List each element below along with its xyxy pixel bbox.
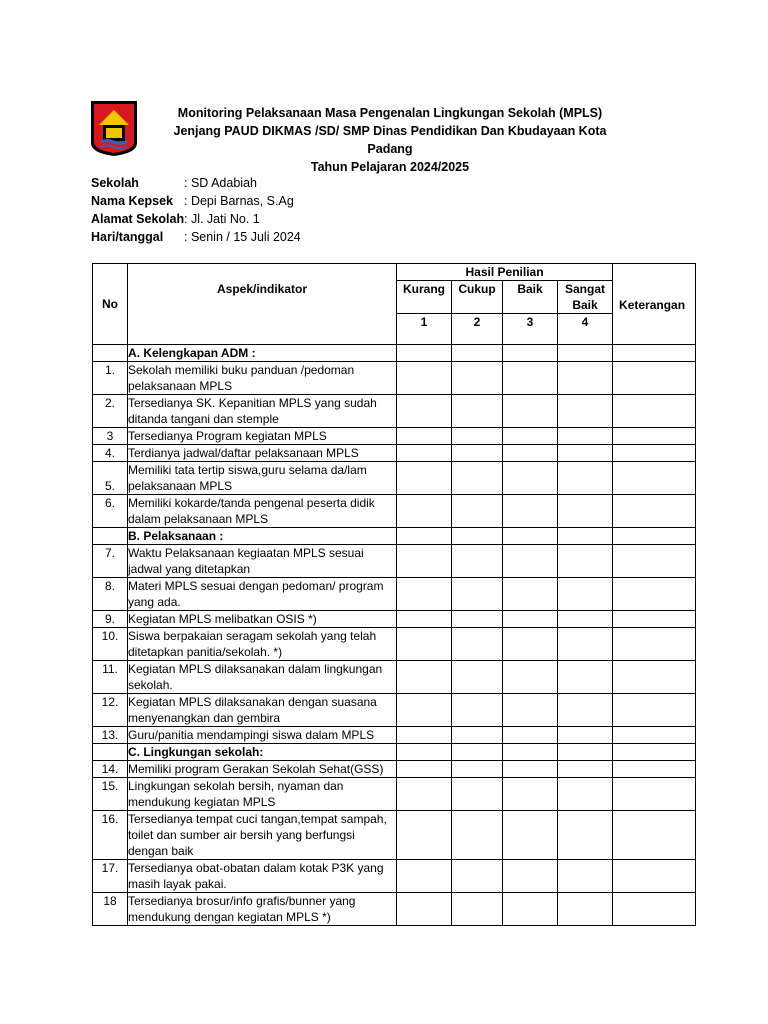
score-cell-3[interactable] <box>503 860 558 893</box>
row-number: 15. <box>93 778 128 811</box>
col-aspek-header: Aspek/indikator <box>128 264 397 345</box>
keterangan-cell[interactable] <box>613 528 696 545</box>
keterangan-cell[interactable] <box>613 811 696 860</box>
score-cell-4[interactable] <box>558 661 613 694</box>
table-row <box>93 528 696 545</box>
keterangan-cell[interactable] <box>613 727 696 744</box>
school-info <box>91 174 301 246</box>
score-3-label: 3 <box>503 314 558 345</box>
alamat-label: Alamat Sekolah <box>91 212 185 226</box>
indicator-text: Terdianya jadwal/daftar pelaksanaan MPLS <box>128 445 397 462</box>
info-row-alamat <box>91 210 301 228</box>
score-cell-1[interactable] <box>397 462 452 495</box>
keterangan-cell[interactable] <box>613 495 696 528</box>
score-cell-3[interactable] <box>503 578 558 611</box>
score-cell-2[interactable] <box>452 395 503 428</box>
keterangan-cell[interactable] <box>613 628 696 661</box>
row-number <box>93 744 128 761</box>
score-cell-4[interactable] <box>558 694 613 727</box>
indicator-text: Tersedianya SK. Kepanitian MPLS yang sudah ditanda tangani dan stemple <box>128 395 397 428</box>
score-cell-2[interactable] <box>452 445 503 462</box>
score-cell-4[interactable] <box>558 778 613 811</box>
score-cell-2[interactable] <box>452 811 503 860</box>
row-number: 17. <box>93 860 128 893</box>
score-cell-3[interactable] <box>503 428 558 445</box>
table-row <box>93 661 696 694</box>
table-row <box>93 445 696 462</box>
row-number: 10. <box>93 628 128 661</box>
col-sangat-baik-header: Sangat Baik <box>558 281 613 314</box>
indicator-text: Kegiatan MPLS dilaksanakan dengan suasana menyenangkan dan gembira <box>128 694 397 727</box>
col-keterangan-header: Keterangan <box>613 264 696 345</box>
score-cell-4[interactable] <box>558 578 613 611</box>
row-number: 11. <box>93 661 128 694</box>
score-cell-1[interactable] <box>397 428 452 445</box>
table-row <box>93 578 696 611</box>
keterangan-cell[interactable] <box>613 893 696 926</box>
indicator-text: Lingkungan sekolah bersih, nyaman dan mendukung kegiatan MPLS <box>128 778 397 811</box>
score-cell-2[interactable] <box>452 462 503 495</box>
table-row <box>93 628 696 661</box>
indicator-text: Tersedianya tempat cuci tangan,tempat sampah, toilet dan sumber air bersih yang berfungsi dengan baik <box>128 811 397 860</box>
row-number: 2. <box>93 395 128 428</box>
row-number: 18 <box>93 893 128 926</box>
score-cell-1[interactable] <box>397 611 452 628</box>
score-cell-3[interactable] <box>503 362 558 395</box>
document-header <box>150 104 630 176</box>
keterangan-cell[interactable] <box>613 545 696 578</box>
score-cell-1[interactable] <box>397 694 452 727</box>
score-cell-2[interactable] <box>452 761 503 778</box>
score-cell-4[interactable] <box>558 811 613 860</box>
keterangan-cell[interactable] <box>613 778 696 811</box>
table-row <box>93 611 696 628</box>
section-heading: A. Kelengkapan ADM : <box>128 345 397 362</box>
kepsek-value: : Depi Barnas, S.Ag <box>184 194 294 208</box>
section-heading: B. Pelaksanaan : <box>128 528 397 545</box>
score-cell-1[interactable] <box>397 628 452 661</box>
score-cell-3[interactable] <box>503 545 558 578</box>
indicator-text: Sekolah memiliki buku panduan /pedoman pelaksanaan MPLS <box>128 362 397 395</box>
score-4-label: 4 <box>558 314 613 345</box>
keterangan-cell[interactable] <box>613 578 696 611</box>
score-cell-1[interactable] <box>397 811 452 860</box>
keterangan-cell[interactable] <box>613 611 696 628</box>
kepsek-label: Nama Kepsek <box>91 194 173 208</box>
score-cell-4[interactable] <box>558 893 613 926</box>
score-cell-4[interactable] <box>558 495 613 528</box>
keterangan-cell[interactable] <box>613 462 696 495</box>
row-number: 7. <box>93 545 128 578</box>
table-row <box>93 860 696 893</box>
score-cell-3[interactable] <box>503 628 558 661</box>
score-cell-3[interactable] <box>503 661 558 694</box>
col-kurang-header: Kurang <box>397 281 452 314</box>
indicator-text: Tersedianya brosur/info grafis/bunner yang mendukung dengan kegiatan MPLS *) <box>128 893 397 926</box>
score-cell-1[interactable] <box>397 578 452 611</box>
table-row <box>93 811 696 860</box>
score-cell-3[interactable] <box>503 462 558 495</box>
score-cell-2[interactable] <box>452 611 503 628</box>
col-baik-header: Baik <box>503 281 558 314</box>
info-row-sekolah <box>91 174 301 192</box>
score-cell-1[interactable] <box>397 761 452 778</box>
score-cell-2[interactable] <box>452 860 503 893</box>
indicator-text: Waktu Pelaksanaan kegiaatan MPLS sesuai jadwal yang ditetapkan <box>128 545 397 578</box>
keterangan-cell[interactable] <box>613 744 696 761</box>
row-number <box>93 345 128 362</box>
score-cell-3[interactable] <box>503 727 558 744</box>
score-cell-4[interactable] <box>558 362 613 395</box>
score-cell-1[interactable] <box>397 860 452 893</box>
table-row <box>93 761 696 778</box>
col-hasil-header: Hasil Penilian <box>397 264 613 281</box>
indicator-text: Materi MPLS sesuai dengan pedoman/ program yang ada. <box>128 578 397 611</box>
table-row <box>93 362 696 395</box>
score-cell-2[interactable] <box>452 727 503 744</box>
score-cell-3[interactable] <box>503 528 558 545</box>
score-cell-1[interactable] <box>397 778 452 811</box>
score-cell-2[interactable] <box>452 628 503 661</box>
row-number: 9. <box>93 611 128 628</box>
score-cell-4[interactable] <box>558 528 613 545</box>
score-cell-3[interactable] <box>503 811 558 860</box>
score-cell-3[interactable] <box>503 694 558 727</box>
score-cell-2[interactable] <box>452 661 503 694</box>
keterangan-cell[interactable] <box>613 428 696 445</box>
score-cell-1[interactable] <box>397 395 452 428</box>
row-number: 14. <box>93 761 128 778</box>
alamat-value: : Jl. Jati No. 1 <box>184 212 260 226</box>
score-cell-3[interactable] <box>503 495 558 528</box>
score-cell-1[interactable] <box>397 345 452 362</box>
score-cell-4[interactable] <box>558 611 613 628</box>
row-number: 16. <box>93 811 128 860</box>
keterangan-cell[interactable] <box>613 395 696 428</box>
keterangan-cell[interactable] <box>613 860 696 893</box>
row-number: 13. <box>93 727 128 744</box>
col-cukup-header: Cukup <box>452 281 503 314</box>
score-cell-2[interactable] <box>452 744 503 761</box>
score-cell-3[interactable] <box>503 893 558 926</box>
sekolah-value: : SD Adabiah <box>184 176 257 190</box>
monitoring-table <box>92 263 696 926</box>
padang-city-emblem-icon <box>89 99 139 157</box>
score-cell-3[interactable] <box>503 395 558 428</box>
score-cell-2[interactable] <box>452 495 503 528</box>
row-number: 5. <box>93 462 128 495</box>
score-cell-1[interactable] <box>397 445 452 462</box>
keterangan-cell[interactable] <box>613 761 696 778</box>
score-cell-4[interactable] <box>558 761 613 778</box>
keterangan-cell[interactable] <box>613 661 696 694</box>
indicator-text: Tersedianya obat-obatan dalam kotak P3K yang masih layak pakai. <box>128 860 397 893</box>
indicator-text: Tersedianya Program kegiatan MPLS <box>128 428 397 445</box>
score-cell-2[interactable] <box>452 545 503 578</box>
score-cell-2[interactable] <box>452 428 503 445</box>
score-cell-2[interactable] <box>452 893 503 926</box>
score-cell-1[interactable] <box>397 362 452 395</box>
score-cell-3[interactable] <box>503 778 558 811</box>
indicator-text: Kegiatan MPLS dilaksanakan dalam lingkungan sekolah. <box>128 661 397 694</box>
score-cell-3[interactable] <box>503 761 558 778</box>
score-cell-4[interactable] <box>558 445 613 462</box>
score-cell-4[interactable] <box>558 727 613 744</box>
row-number: 4. <box>93 445 128 462</box>
sekolah-label: Sekolah <box>91 176 139 190</box>
table-header <box>93 264 696 345</box>
score-cell-3[interactable] <box>503 345 558 362</box>
score-cell-4[interactable] <box>558 545 613 578</box>
indicator-text: Guru/panitia mendampingi siswa dalam MPLS <box>128 727 397 744</box>
table-row <box>93 395 696 428</box>
header-subtitle: Jenjang PAUD DIKMAS /SD/ SMP Dinas Pendidikan Dan Kbudayaan Kota Padang <box>173 124 607 156</box>
score-cell-1[interactable] <box>397 495 452 528</box>
indicator-text: Siswa berpakaian seragam sekolah yang telah ditetapkan panitia/sekolah. *) <box>128 628 397 661</box>
table-row <box>93 727 696 744</box>
score-cell-4[interactable] <box>558 345 613 362</box>
row-number: 8. <box>93 578 128 611</box>
table-row <box>93 694 696 727</box>
score-cell-3[interactable] <box>503 744 558 761</box>
table-body <box>93 345 696 926</box>
score-cell-2[interactable] <box>452 362 503 395</box>
score-cell-3[interactable] <box>503 611 558 628</box>
score-cell-1[interactable] <box>397 744 452 761</box>
indicator-text: Kegiatan MPLS melibatkan OSIS *) <box>128 611 397 628</box>
score-cell-1[interactable] <box>397 661 452 694</box>
score-cell-4[interactable] <box>558 395 613 428</box>
row-number: 12. <box>93 694 128 727</box>
score-cell-2[interactable] <box>452 345 503 362</box>
keterangan-cell[interactable] <box>613 345 696 362</box>
table-row <box>93 778 696 811</box>
indicator-text: Memiliki kokarde/tanda pengenal peserta didik dalam pelaksanaan MPLS <box>128 495 397 528</box>
score-cell-4[interactable] <box>558 744 613 761</box>
score-cell-4[interactable] <box>558 628 613 661</box>
col-no-header: No <box>93 264 128 345</box>
score-cell-1[interactable] <box>397 893 452 926</box>
row-number: 6. <box>93 495 128 528</box>
header-year: Tahun Pelajaran 2024/2025 <box>310 160 470 174</box>
row-number: 1. <box>93 362 128 395</box>
hari-label: Hari/tanggal <box>91 230 164 244</box>
score-cell-1[interactable] <box>397 528 452 545</box>
keterangan-cell[interactable] <box>613 362 696 395</box>
section-heading: C. Lingkungan sekolah: <box>128 744 397 761</box>
table-row <box>93 893 696 926</box>
info-row-hari <box>91 228 301 246</box>
score-cell-4[interactable] <box>558 462 613 495</box>
score-2-label: 2 <box>452 314 503 345</box>
table-row <box>93 428 696 445</box>
score-cell-1[interactable] <box>397 727 452 744</box>
score-cell-2[interactable] <box>452 578 503 611</box>
score-cell-3[interactable] <box>503 445 558 462</box>
score-cell-4[interactable] <box>558 428 613 445</box>
header-title: Monitoring Pelaksanaan Masa Pengenalan Lingkungan Sekolah (MPLS) <box>177 106 603 120</box>
score-cell-2[interactable] <box>452 528 503 545</box>
score-cell-1[interactable] <box>397 545 452 578</box>
info-row-kepsek <box>91 192 301 210</box>
table-row <box>93 744 696 761</box>
row-number <box>93 528 128 545</box>
score-cell-4[interactable] <box>558 860 613 893</box>
score-cell-2[interactable] <box>452 694 503 727</box>
table-row <box>93 345 696 362</box>
keterangan-cell[interactable] <box>613 445 696 462</box>
indicator-text: Memiliki tata tertip siswa,guru selama da/lam pelaksanaan MPLS <box>128 462 397 495</box>
table-row <box>93 495 696 528</box>
keterangan-cell[interactable] <box>613 694 696 727</box>
table-row <box>93 545 696 578</box>
indicator-text: Memiliki program Gerakan Sekolah Sehat(GSS) <box>128 761 397 778</box>
score-cell-2[interactable] <box>452 778 503 811</box>
table-row <box>93 462 696 495</box>
row-number: 3 <box>93 428 128 445</box>
hari-value: : Senin / 15 Juli 2024 <box>184 230 301 244</box>
score-1-label: 1 <box>397 314 452 345</box>
